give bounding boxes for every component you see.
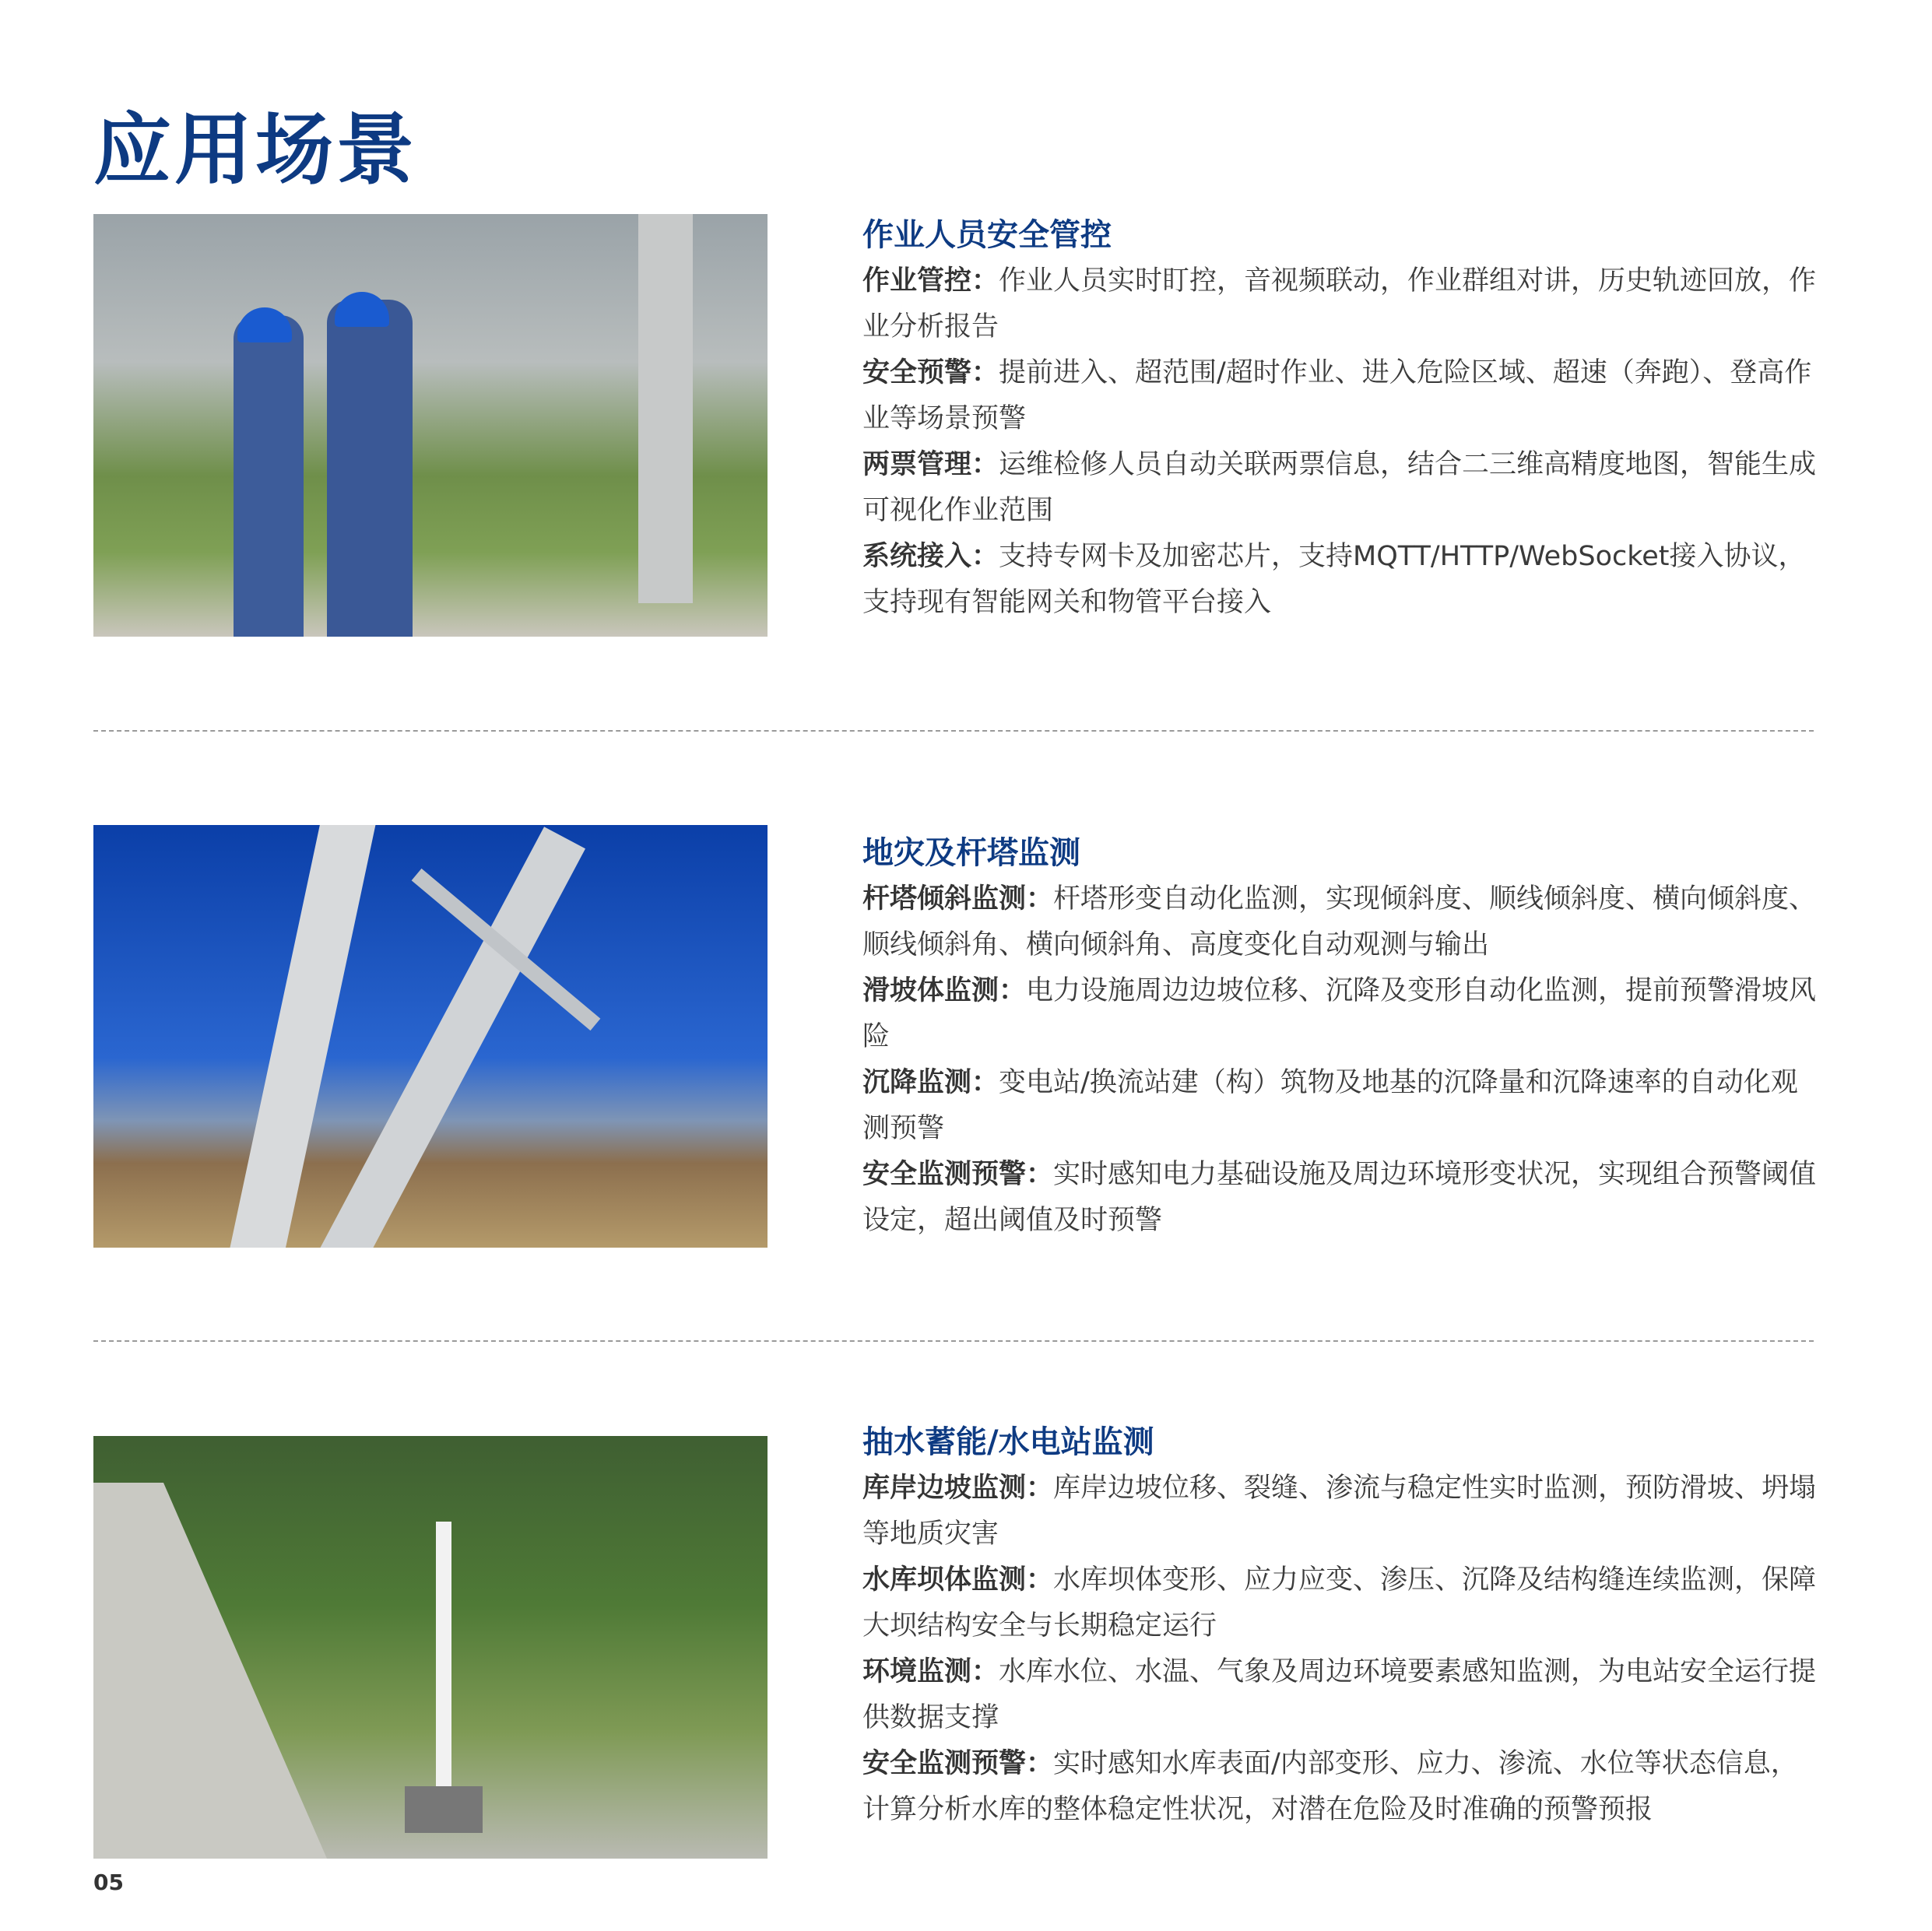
list-item: 安全预警：提前进入、超范围/超时作业、进入危险区域、超速（奔跑）、登高作业等场景预警 — [862, 357, 1812, 434]
list-item: 滑坡体监测：电力设施周边边坡位移、沉降及变形自动化监测，提前预警滑坡风险 — [862, 975, 1817, 1052]
section-title: 抽水蓄能/水电站监测 — [862, 1424, 1154, 1460]
section-title: 地灾及杆塔监测 — [862, 835, 1080, 871]
section-divider — [93, 1340, 1814, 1342]
list-item: 两票管理：运维检修人员自动关联两票信息，结合二三维高精度地图，智能生成可视化作业范围 — [862, 449, 1817, 526]
photo-workers-substation — [93, 214, 768, 637]
list-item: 环境监测：水库水位、水温、气象及周边环境要素感知监测，为电站安全运行提供数据支撑 — [862, 1656, 1817, 1733]
section-divider — [93, 730, 1814, 732]
photo-transmission-tower — [93, 825, 768, 1248]
page-title: 应用场景 — [93, 104, 417, 195]
section-hydropower — [862, 1419, 1820, 1833]
list-item: 水库坝体监测：水库坝体变形、应力应变、渗压、沉降及结构缝连续监测，保障大坝结构安全与长期稳定运行 — [862, 1564, 1817, 1641]
section-geohazard-tower — [862, 830, 1820, 1244]
list-item: 库岸边坡监测：库岸边坡位移、裂缝、渗流与稳定性实时监测，预防滑坡、坍塌等地质灾害 — [862, 1473, 1817, 1550]
photo-reservoir-slope — [93, 1436, 768, 1859]
list-item: 安全监测预警：实时感知电力基础设施及周边环境形变状况，实现组合预警阈值设定，超出阈值及时预警 — [862, 1159, 1817, 1236]
list-item: 作业管控：作业人员实时盯控，音视频联动，作业群组对讲，历史轨迹回放，作业分析报告 — [862, 265, 1817, 342]
section-worker-safety — [862, 212, 1820, 626]
list-item: 安全监测预警：实时感知水库表面/内部变形、应力、渗流、水位等状态信息，计算分析水库的整体稳定性状况，对潜在危险及时准确的预警预报 — [862, 1748, 1798, 1825]
page-number: 05 — [93, 1870, 124, 1895]
list-item: 系统接入：支持专网卡及加密芯片，支持MQTT/HTTP/WebSocket接入协议，支持现有智能网关和物管平台接入 — [862, 541, 1806, 618]
section-title: 作业人员安全管控 — [862, 217, 1112, 253]
list-item: 杆塔倾斜监测：杆塔形变自动化监测，实现倾斜度、顺线倾斜度、横向倾斜度、顺线倾斜角、横向倾斜角、高度变化自动观测与输出 — [862, 883, 1817, 960]
list-item: 沉降监测：变电站/换流站建（构）筑物及地基的沉降量和沉降速率的自动化观测预警 — [862, 1067, 1798, 1144]
